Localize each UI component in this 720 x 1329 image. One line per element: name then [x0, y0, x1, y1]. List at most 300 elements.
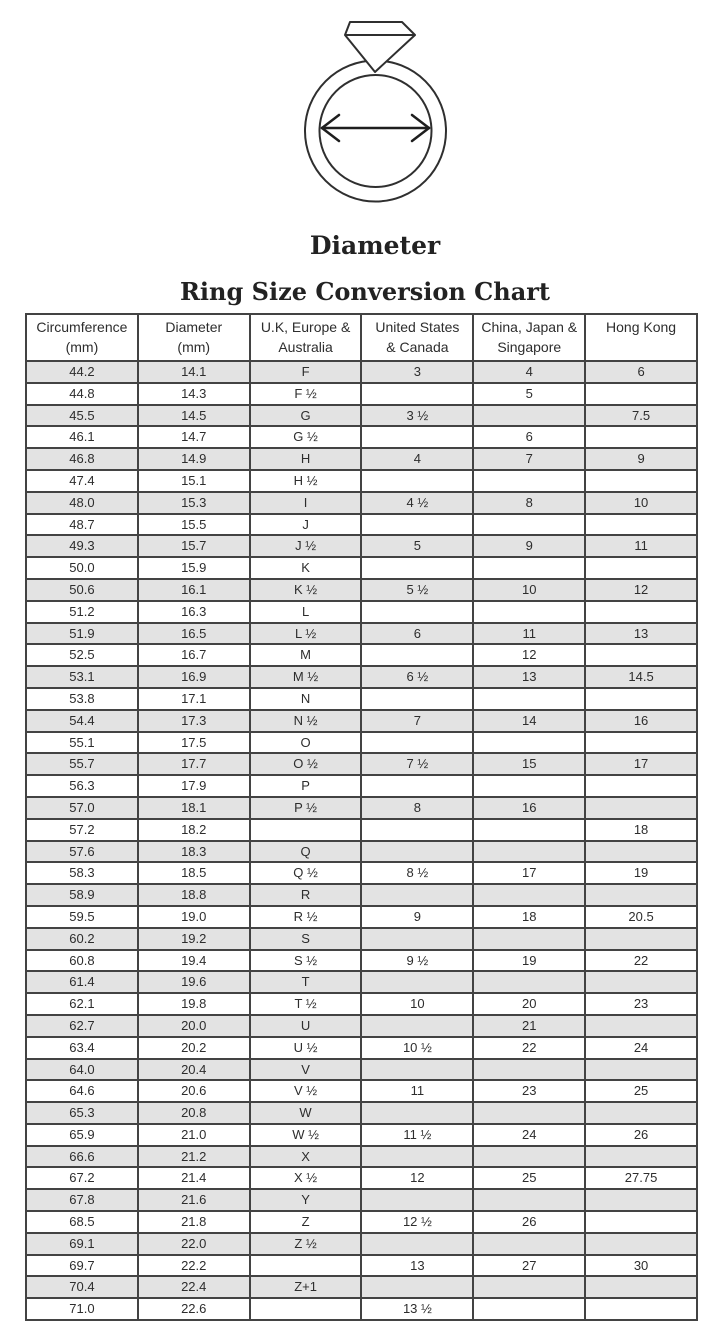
table-cell [585, 841, 697, 863]
table-cell: 25 [585, 1080, 697, 1102]
table-cell [585, 470, 697, 492]
table-cell: V ½ [250, 1080, 362, 1102]
table-cell: 6 [585, 361, 697, 383]
table-row [26, 666, 697, 688]
table-cell: 15.9 [138, 557, 250, 579]
table-cell [361, 841, 473, 863]
table-cell: 67.2 [26, 1167, 138, 1189]
table-row [26, 753, 697, 775]
table-row [26, 1102, 697, 1124]
table-row [26, 971, 697, 993]
table-cell: 57.0 [26, 797, 138, 819]
table-cell: 17.5 [138, 732, 250, 754]
table-cell: 10 [585, 492, 697, 514]
table-cell [250, 1298, 362, 1320]
table-cell [585, 1102, 697, 1124]
table-row [26, 426, 697, 448]
table-cell: 18.2 [138, 819, 250, 841]
table-cell: 45.5 [26, 405, 138, 427]
table-cell: 22.4 [138, 1276, 250, 1298]
table-cell [585, 601, 697, 623]
table-cell [473, 470, 585, 492]
table-cell: 16 [473, 797, 585, 819]
table-cell: 24 [585, 1037, 697, 1059]
table-cell: 27 [473, 1255, 585, 1277]
table-cell: 18 [585, 819, 697, 841]
table-cell: 23 [585, 993, 697, 1015]
table-cell [585, 426, 697, 448]
table-row [26, 1298, 697, 1320]
table-cell: O ½ [250, 753, 362, 775]
table-cell: 13 [473, 666, 585, 688]
table-cell: 51.2 [26, 601, 138, 623]
table-cell [473, 601, 585, 623]
table-cell: 46.8 [26, 448, 138, 470]
table-cell: 14.5 [585, 666, 697, 688]
table-cell [361, 557, 473, 579]
table-cell: P [250, 775, 362, 797]
table-cell: 56.3 [26, 775, 138, 797]
table-cell: 20.5 [585, 906, 697, 928]
table-cell [361, 514, 473, 536]
table-cell [585, 1276, 697, 1298]
table-cell: 57.2 [26, 819, 138, 841]
table-cell: 24 [473, 1124, 585, 1146]
table-row [26, 1189, 697, 1211]
table-cell: T [250, 971, 362, 993]
table-cell: 21.0 [138, 1124, 250, 1146]
table-cell: N ½ [250, 710, 362, 732]
table-cell: W [250, 1102, 362, 1124]
table-cell: 62.1 [26, 993, 138, 1015]
table-row [26, 906, 697, 928]
table-row [26, 492, 697, 514]
table-body [26, 361, 697, 1320]
table-cell: 9 [361, 906, 473, 928]
table-cell: 13 ½ [361, 1298, 473, 1320]
table-cell: 5 ½ [361, 579, 473, 601]
table-cell: 12 ½ [361, 1211, 473, 1233]
table-cell: 12 [361, 1167, 473, 1189]
table-cell: 20.2 [138, 1037, 250, 1059]
table-cell: 14 [473, 710, 585, 732]
table-cell: 20.8 [138, 1102, 250, 1124]
table-head [26, 314, 697, 361]
table-cell: 20.0 [138, 1015, 250, 1037]
table-cell: 10 ½ [361, 1037, 473, 1059]
table-row [26, 405, 697, 427]
table-cell [585, 514, 697, 536]
table-cell: 9 ½ [361, 950, 473, 972]
table-cell: 17.9 [138, 775, 250, 797]
table-cell [473, 775, 585, 797]
table-cell: H ½ [250, 470, 362, 492]
table-cell [361, 819, 473, 841]
table-cell [585, 1189, 697, 1211]
table-cell: F [250, 361, 362, 383]
table-cell: 11 [361, 1080, 473, 1102]
table-row [26, 1167, 697, 1189]
table-cell: Q [250, 841, 362, 863]
table-cell: 51.9 [26, 623, 138, 645]
table-cell: 17.1 [138, 688, 250, 710]
table-cell: L [250, 601, 362, 623]
table-cell: J ½ [250, 535, 362, 557]
table-row [26, 1080, 697, 1102]
table-cell [473, 1059, 585, 1081]
table-cell: K ½ [250, 579, 362, 601]
table-cell: 7 ½ [361, 753, 473, 775]
table-row [26, 819, 697, 841]
table-cell: S ½ [250, 950, 362, 972]
diameter-arrow-icon [322, 115, 429, 141]
table-cell: 22.0 [138, 1233, 250, 1255]
table-cell: 60.8 [26, 950, 138, 972]
table-cell: 65.3 [26, 1102, 138, 1124]
table-cell: 10 [473, 579, 585, 601]
table-cell [361, 1146, 473, 1168]
table-cell: 19 [473, 950, 585, 972]
table-cell: 26 [585, 1124, 697, 1146]
table-cell: 12 [585, 579, 697, 601]
table-cell [585, 1211, 697, 1233]
table-cell: 48.0 [26, 492, 138, 514]
table-cell [473, 1189, 585, 1211]
table-header-row [26, 314, 697, 361]
table-cell: M [250, 644, 362, 666]
table-cell: 64.0 [26, 1059, 138, 1081]
table-cell: 44.8 [26, 383, 138, 405]
table-cell: 14.1 [138, 361, 250, 383]
table-cell: 14.3 [138, 383, 250, 405]
table-cell [361, 775, 473, 797]
table-cell: O [250, 732, 362, 754]
table-cell: U [250, 1015, 362, 1037]
table-cell: 54.4 [26, 710, 138, 732]
table-cell: 7 [473, 448, 585, 470]
table-cell: 21 [473, 1015, 585, 1037]
table-cell [361, 971, 473, 993]
table-cell [473, 928, 585, 950]
table-cell: 22.2 [138, 1255, 250, 1277]
table-cell: 59.5 [26, 906, 138, 928]
table-cell: 26 [473, 1211, 585, 1233]
table-cell: 5 [473, 383, 585, 405]
table-cell: 19 [585, 862, 697, 884]
table-cell: 22.6 [138, 1298, 250, 1320]
table-cell [361, 470, 473, 492]
table-cell: I [250, 492, 362, 514]
table-row [26, 1255, 697, 1277]
table-cell: 21.4 [138, 1167, 250, 1189]
table-cell: 49.3 [26, 535, 138, 557]
table-cell: 52.5 [26, 644, 138, 666]
table-cell: 16.5 [138, 623, 250, 645]
table-cell [585, 1015, 697, 1037]
table-cell: 13 [361, 1255, 473, 1277]
table-cell [473, 405, 585, 427]
table-row [26, 383, 697, 405]
table-row [26, 448, 697, 470]
table-cell: 70.4 [26, 1276, 138, 1298]
table-row [26, 601, 697, 623]
table-cell: 17.7 [138, 753, 250, 775]
table-cell: 48.7 [26, 514, 138, 536]
table-cell: 9 [585, 448, 697, 470]
table-row [26, 1037, 697, 1059]
table-cell: 44.2 [26, 361, 138, 383]
table-cell: 57.6 [26, 841, 138, 863]
table-cell: W ½ [250, 1124, 362, 1146]
table-cell [585, 1146, 697, 1168]
table-cell: 21.6 [138, 1189, 250, 1211]
table-cell [473, 557, 585, 579]
table-cell: 58.9 [26, 884, 138, 906]
table-cell [361, 1189, 473, 1211]
conversion-table [25, 313, 698, 1321]
table-cell: 71.0 [26, 1298, 138, 1320]
table-cell: 16.3 [138, 601, 250, 623]
table-cell: P ½ [250, 797, 362, 819]
table-cell [585, 797, 697, 819]
table-cell: 12 [473, 644, 585, 666]
table-cell: 46.1 [26, 426, 138, 448]
table-cell: V [250, 1059, 362, 1081]
table-cell: 11 [473, 623, 585, 645]
table-cell: 18.1 [138, 797, 250, 819]
table-cell: 6 [473, 426, 585, 448]
table-cell: 69.7 [26, 1255, 138, 1277]
table-cell: 64.6 [26, 1080, 138, 1102]
table-cell: R ½ [250, 906, 362, 928]
table-cell [361, 1233, 473, 1255]
table-cell: 53.8 [26, 688, 138, 710]
table-cell [361, 1059, 473, 1081]
table-cell [473, 1146, 585, 1168]
column-header: U.K, Europe & Australia [250, 314, 362, 361]
page-title: Ring Size Conversion Chart [179, 277, 551, 306]
table-cell: 62.7 [26, 1015, 138, 1037]
table-cell [473, 1233, 585, 1255]
table-cell: 55.1 [26, 732, 138, 754]
table-row [26, 623, 697, 645]
column-header: China, Japan & Singapore [473, 314, 585, 361]
table-cell [585, 775, 697, 797]
table-cell: 6 ½ [361, 666, 473, 688]
table-cell: 3 [361, 361, 473, 383]
table-cell [473, 819, 585, 841]
table-cell: 14.5 [138, 405, 250, 427]
table-cell: 9 [473, 535, 585, 557]
table-cell: 20.4 [138, 1059, 250, 1081]
table-cell: 8 [361, 797, 473, 819]
table-cell: 23 [473, 1080, 585, 1102]
table-cell: 17.3 [138, 710, 250, 732]
table-cell: 4 ½ [361, 492, 473, 514]
table-cell [361, 426, 473, 448]
table-cell [585, 884, 697, 906]
table-cell: 69.1 [26, 1233, 138, 1255]
table-cell: 50.0 [26, 557, 138, 579]
table-cell: 19.4 [138, 950, 250, 972]
table-row [26, 732, 697, 754]
table-cell: 47.4 [26, 470, 138, 492]
table-cell: 16.7 [138, 644, 250, 666]
table-cell: 11 [585, 535, 697, 557]
table-row [26, 710, 697, 732]
table-cell: 14.7 [138, 426, 250, 448]
table-row [26, 688, 697, 710]
table-cell: 8 ½ [361, 862, 473, 884]
table-cell: 20.6 [138, 1080, 250, 1102]
table-cell: 17 [473, 862, 585, 884]
table-cell: L ½ [250, 623, 362, 645]
table-cell: 50.6 [26, 579, 138, 601]
table-cell [473, 884, 585, 906]
table-cell [473, 971, 585, 993]
column-header: United States & Canada [361, 314, 473, 361]
table-row [26, 928, 697, 950]
table-row [26, 1015, 697, 1037]
table-cell: G [250, 405, 362, 427]
diameter-label: Diameter [309, 231, 441, 260]
table-cell: 6 [361, 623, 473, 645]
table-cell [585, 928, 697, 950]
table-cell: 18.5 [138, 862, 250, 884]
table-cell [361, 601, 473, 623]
table-cell: 60.2 [26, 928, 138, 950]
table-cell: 14.9 [138, 448, 250, 470]
table-row [26, 950, 697, 972]
table-cell [473, 841, 585, 863]
table-cell: 19.8 [138, 993, 250, 1015]
table-row [26, 1146, 697, 1168]
table-cell: 7 [361, 710, 473, 732]
table-cell: Y [250, 1189, 362, 1211]
table-cell [473, 1276, 585, 1298]
table-cell: 21.8 [138, 1211, 250, 1233]
table-cell: 22 [473, 1037, 585, 1059]
table-cell: 15.7 [138, 535, 250, 557]
column-header: Hong Kong [585, 314, 697, 361]
table-cell: 19.2 [138, 928, 250, 950]
table-cell: M ½ [250, 666, 362, 688]
table-row [26, 557, 697, 579]
table-cell: X [250, 1146, 362, 1168]
table-cell: 19.0 [138, 906, 250, 928]
table-cell: 22 [585, 950, 697, 972]
table-cell: 27.75 [585, 1167, 697, 1189]
table-cell: 30 [585, 1255, 697, 1277]
table-row [26, 579, 697, 601]
table-cell [361, 688, 473, 710]
table-row [26, 535, 697, 557]
table-cell: 67.8 [26, 1189, 138, 1211]
table-cell: N [250, 688, 362, 710]
table-cell [473, 1102, 585, 1124]
table-cell: 19.6 [138, 971, 250, 993]
table-cell [585, 383, 697, 405]
table-cell: 25 [473, 1167, 585, 1189]
table-cell [473, 732, 585, 754]
table-cell: 15.5 [138, 514, 250, 536]
table-row [26, 1059, 697, 1081]
table-cell: 7.5 [585, 405, 697, 427]
table-cell: 10 [361, 993, 473, 1015]
table-cell: 53.1 [26, 666, 138, 688]
table-cell [585, 644, 697, 666]
table-cell: 16.1 [138, 579, 250, 601]
table-row [26, 1276, 697, 1298]
table-cell [361, 928, 473, 950]
table-row [26, 884, 697, 906]
table-cell: 4 [473, 361, 585, 383]
table-cell [473, 688, 585, 710]
table-cell [361, 1102, 473, 1124]
table-cell: Z [250, 1211, 362, 1233]
column-header: Diameter (mm) [138, 314, 250, 361]
table-cell: 63.4 [26, 1037, 138, 1059]
table-cell [473, 1298, 585, 1320]
table-cell: 15.3 [138, 492, 250, 514]
table-cell [473, 514, 585, 536]
table-row [26, 1124, 697, 1146]
table-cell [361, 644, 473, 666]
table-cell: 18.8 [138, 884, 250, 906]
diamond-icon [345, 22, 415, 72]
table-cell [585, 688, 697, 710]
table-cell: 66.6 [26, 1146, 138, 1168]
table-cell: S [250, 928, 362, 950]
table-cell: 65.9 [26, 1124, 138, 1146]
table-row [26, 775, 697, 797]
column-header: Circumference (mm) [26, 314, 138, 361]
table-cell: 68.5 [26, 1211, 138, 1233]
table-cell [585, 1059, 697, 1081]
table-cell: H [250, 448, 362, 470]
table-cell [585, 732, 697, 754]
table-cell: T ½ [250, 993, 362, 1015]
table-cell [250, 1255, 362, 1277]
table-cell: 16.9 [138, 666, 250, 688]
table-cell: G ½ [250, 426, 362, 448]
table-row [26, 1211, 697, 1233]
table-row [26, 797, 697, 819]
table-row [26, 644, 697, 666]
table-cell: 4 [361, 448, 473, 470]
table-cell [361, 1015, 473, 1037]
table-cell: 11 ½ [361, 1124, 473, 1146]
table-cell: 61.4 [26, 971, 138, 993]
table-cell: 15 [473, 753, 585, 775]
table-cell [361, 884, 473, 906]
table-row [26, 862, 697, 884]
table-row [26, 514, 697, 536]
table-cell: 16 [585, 710, 697, 732]
table-cell: K [250, 557, 362, 579]
table-cell: 3 ½ [361, 405, 473, 427]
table-row [26, 1233, 697, 1255]
table-cell [585, 1298, 697, 1320]
table-cell: 8 [473, 492, 585, 514]
table-cell: 21.2 [138, 1146, 250, 1168]
table-cell: 15.1 [138, 470, 250, 492]
table-cell [585, 557, 697, 579]
table-cell: 13 [585, 623, 697, 645]
table-cell: U ½ [250, 1037, 362, 1059]
table-cell [250, 819, 362, 841]
table-cell: Z ½ [250, 1233, 362, 1255]
